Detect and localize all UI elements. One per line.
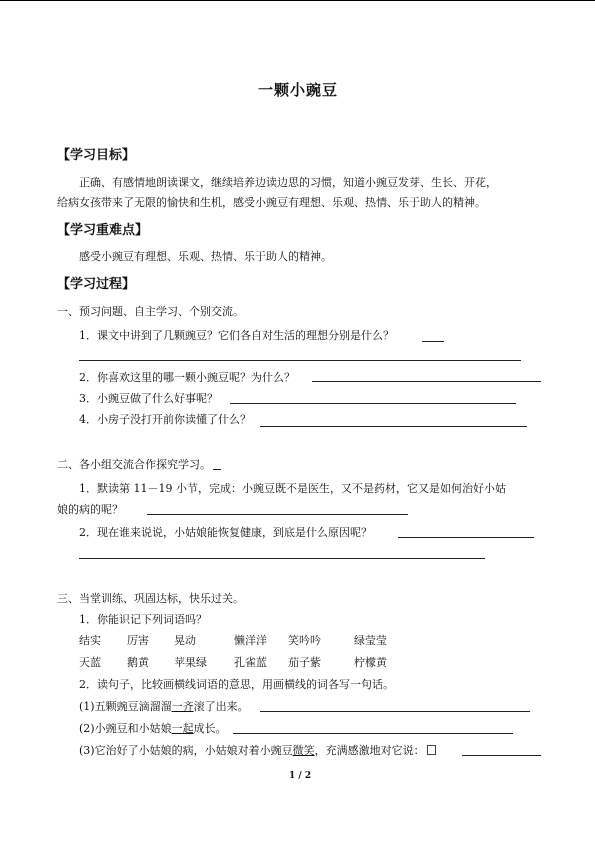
sentence-2 — [79, 722, 227, 736]
part2-title: 二、各小组交流合作探究学习。 — [57, 458, 211, 471]
answer-line-sentence-1[interactable] — [260, 711, 530, 712]
answer-line-q4[interactable] — [260, 426, 527, 427]
checkbox-icon — [427, 745, 436, 755]
sentence-1-underlined-word: 一齐 — [171, 700, 194, 713]
sentence-1 — [79, 700, 249, 714]
answer-line-q1a[interactable] — [422, 341, 444, 342]
word: 天蓝 — [79, 656, 101, 669]
word: 鹅黄 — [127, 656, 149, 669]
part1-q4: 4．小房子没打开前你读懂了什么？ — [79, 413, 251, 426]
goals-line-1: 正确、有感情地朗读课文，继续培养边读边思的习惯，知道小豌豆发芽、生长、开花， — [79, 176, 497, 189]
answer-line-sentence-2[interactable] — [233, 733, 513, 734]
part1-q3: 3．小豌豆做了什么好事呢？ — [79, 392, 218, 405]
answer-line-part2-q1[interactable] — [147, 514, 408, 515]
answer-line-part2-q2b[interactable] — [79, 558, 485, 559]
sentence-1-post: 滚了出来。 — [193, 700, 249, 713]
page-title: 一颗小豌豆 — [258, 81, 339, 99]
key-points-heading: 【学习重难点】 — [57, 223, 149, 238]
sentence-2-post: 成长。 — [193, 722, 227, 735]
word: 孔雀蓝 — [234, 656, 267, 669]
answer-line-q1b[interactable] — [79, 360, 521, 361]
sentence-3 — [79, 744, 436, 758]
page-number: 1 / 2 — [289, 771, 312, 781]
part1-q1: 1．课文中讲到了几颗豌豆？它们各自对生活的理想分别是什么？ — [79, 329, 394, 342]
word: 苹果绿 — [174, 656, 207, 669]
word: 厉害 — [127, 634, 149, 647]
word: 绿莹莹 — [354, 634, 387, 647]
part3-q1: 1．你能识记下列词语吗？ — [79, 613, 207, 626]
answer-line-part2-q2a[interactable] — [398, 537, 534, 538]
sentence-1-pre: (1)五颗豌豆滴溜溜 — [79, 700, 172, 713]
part3-title: 三、当堂训练、巩固达标，快乐过关。 — [57, 592, 244, 605]
word: 柠檬黄 — [354, 656, 387, 669]
process-heading: 【学习过程】 — [57, 277, 136, 292]
answer-line-q3[interactable] — [230, 403, 516, 404]
part2-title-underline — [213, 469, 221, 470]
word: 茄子紫 — [288, 656, 321, 669]
sentence-3-post: ，充满感激地对它说： — [314, 744, 425, 757]
answer-line-q2[interactable] — [312, 381, 541, 382]
goals-heading: 【学习目标】 — [57, 148, 136, 163]
key-points-text: 感受小豌豆有理想、乐观、热情、乐于助人的精神。 — [79, 250, 332, 263]
sentence-2-underlined-word: 一起 — [171, 722, 194, 735]
word: 晃动 — [174, 634, 196, 647]
word: 懒洋洋 — [234, 634, 267, 647]
top-border-line — [0, 0, 595, 1]
part2-q2: 2．现在谁来说说，小姑娘能恢复健康，到底是什么原因呢？ — [79, 526, 372, 539]
sentence-3-pre: (3)它治好了小姑娘的病，小姑娘对着小豌豆 — [79, 744, 293, 757]
goals-line-2: 给病女孩带来了无限的愉快和生机，感受小豌豆有理想、乐观、热情、乐于助人的精神。 — [57, 196, 486, 209]
part1-q2: 2．你喜欢这里的哪一颗小豌豆呢？为什么？ — [79, 371, 295, 384]
sentence-2-pre: (2)小豌豆和小姑娘 — [79, 722, 172, 735]
word: 结实 — [79, 634, 101, 647]
sentence-3-underlined-word: 微笑 — [292, 744, 315, 757]
part2-q1-line1: 1．默读第 11－19 小节，完成：小豌豆既不是医生，又不是药材，它又是如何治好小姑 — [79, 482, 506, 495]
part1-title: 一、预习问题、自主学习、个别交流。 — [57, 305, 244, 318]
part2-q1-line2: 娘的病的呢？ — [57, 503, 123, 516]
part3-q2: 2．读句子，比较画横线词语的意思，用画横线的词各写一句话。 — [79, 678, 394, 691]
word: 笑吟吟 — [288, 634, 321, 647]
answer-line-sentence-3[interactable] — [462, 755, 541, 756]
